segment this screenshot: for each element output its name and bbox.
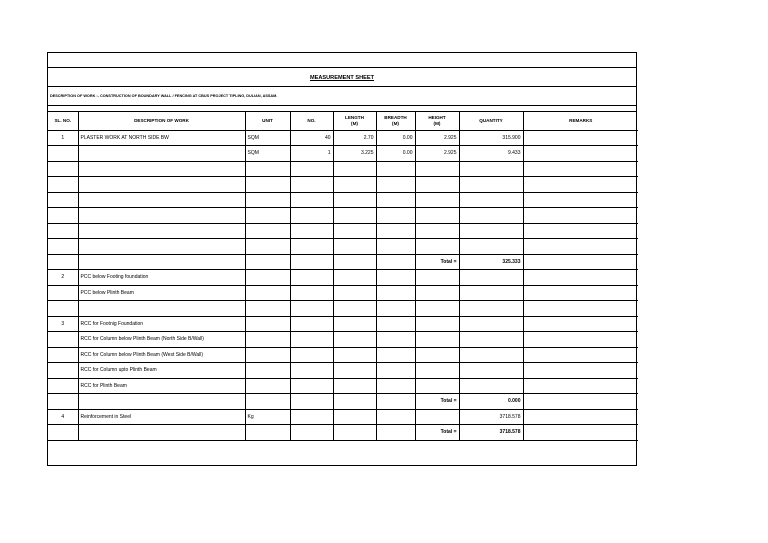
cell-length	[333, 177, 376, 193]
cell-description: PLASTER WORK AT NORTH SIDE BW	[78, 130, 245, 146]
cell-remarks	[523, 130, 638, 146]
cell-length	[333, 208, 376, 224]
cell-description: RCC for Plinth Beam	[78, 378, 245, 394]
cell-height	[415, 208, 459, 224]
cell-unit	[245, 270, 290, 286]
header-height-unit: (M)	[433, 120, 441, 126]
table-row	[48, 239, 638, 255]
cell-quantity: 3718.578	[459, 425, 523, 441]
cell-remarks	[523, 394, 638, 410]
header-sl-no: SL. NO.	[48, 112, 78, 130]
table-row	[48, 378, 638, 394]
cell-no	[290, 223, 333, 239]
cell-breadth	[376, 223, 415, 239]
work-description: DESCRIPTION OF WORK :- CONSTRUCTION OF BOUNDARY WALL / FENCING AT CBUS PROJECT TIPLING, DULIAN, ASSAM.	[50, 94, 278, 98]
table-row	[48, 409, 638, 425]
measurement-table	[48, 112, 638, 441]
table-row	[48, 146, 638, 162]
cell-quantity: 3718.578	[459, 409, 523, 425]
cell-breadth: 0.00	[376, 146, 415, 162]
cell-description: RCC for Column below Plinth Beam (North Side B/Wall)	[78, 332, 245, 348]
cell-unit	[245, 394, 290, 410]
cell-breadth	[376, 301, 415, 317]
cell-breadth	[376, 425, 415, 441]
cell-length	[333, 363, 376, 379]
cell-length	[333, 301, 376, 317]
cell-description: RCC for Footnig Foundation	[78, 316, 245, 332]
cell-length	[333, 347, 376, 363]
cell-quantity	[459, 378, 523, 394]
cell-remarks	[523, 239, 638, 255]
cell-height: 2.925	[415, 146, 459, 162]
cell-quantity: 315.900	[459, 130, 523, 146]
cell-unit	[245, 425, 290, 441]
cell-height	[415, 177, 459, 193]
table-row	[48, 223, 638, 239]
table-row	[48, 301, 638, 317]
cell-unit: SQM	[245, 130, 290, 146]
cell-remarks	[523, 177, 638, 193]
cell-sl-no	[48, 239, 78, 255]
header-height	[415, 112, 459, 130]
table-row	[48, 347, 638, 363]
cell-breadth	[376, 254, 415, 270]
cell-length	[333, 161, 376, 177]
cell-quantity	[459, 316, 523, 332]
cell-height: Total =	[415, 425, 459, 441]
cell-sl-no	[48, 208, 78, 224]
cell-length	[333, 332, 376, 348]
cell-description	[78, 425, 245, 441]
table-row	[48, 332, 638, 348]
cell-no	[290, 239, 333, 255]
cell-unit	[245, 223, 290, 239]
cell-sl-no	[48, 146, 78, 162]
cell-description: PCC below Plinth Beam	[78, 285, 245, 301]
cell-height	[415, 316, 459, 332]
header-length	[333, 112, 376, 130]
cell-sl-no	[48, 285, 78, 301]
table-row	[48, 285, 638, 301]
header-breadth-unit: (M)	[392, 120, 399, 126]
cell-length	[333, 316, 376, 332]
cell-no	[290, 161, 333, 177]
cell-unit	[245, 363, 290, 379]
cell-height	[415, 223, 459, 239]
cell-no	[290, 285, 333, 301]
cell-description: RCC for Column below Plinth Beam (West Side B/Wall)	[78, 347, 245, 363]
cell-remarks	[523, 254, 638, 270]
cell-unit	[245, 254, 290, 270]
cell-unit	[245, 316, 290, 332]
table-row	[48, 208, 638, 224]
cell-height	[415, 239, 459, 255]
cell-description	[78, 254, 245, 270]
cell-length	[333, 254, 376, 270]
cell-no	[290, 301, 333, 317]
header-remarks: REMARKS	[523, 112, 638, 130]
cell-no	[290, 425, 333, 441]
cell-remarks	[523, 192, 638, 208]
cell-description	[78, 301, 245, 317]
cell-description	[78, 394, 245, 410]
cell-unit: Kg	[245, 409, 290, 425]
cell-unit	[245, 208, 290, 224]
cell-remarks	[523, 270, 638, 286]
cell-description: RCC for Column upto Plinth Beam	[78, 363, 245, 379]
cell-height	[415, 378, 459, 394]
cell-remarks	[523, 347, 638, 363]
cell-length	[333, 270, 376, 286]
cell-no: 1	[290, 146, 333, 162]
cell-height: Total =	[415, 254, 459, 270]
sheet-title: MEASUREMENT SHEET	[48, 67, 636, 87]
cell-description	[78, 239, 245, 255]
cell-height	[415, 363, 459, 379]
cell-sl-no: 2	[48, 270, 78, 286]
cell-unit	[245, 239, 290, 255]
table-row	[48, 177, 638, 193]
cell-length: 2.70	[333, 130, 376, 146]
cell-no	[290, 270, 333, 286]
cell-no	[290, 254, 333, 270]
cell-no	[290, 208, 333, 224]
cell-quantity	[459, 347, 523, 363]
cell-breadth: 0.00	[376, 130, 415, 146]
cell-height: Total =	[415, 394, 459, 410]
cell-length	[333, 192, 376, 208]
cell-breadth	[376, 363, 415, 379]
cell-height	[415, 285, 459, 301]
header-quantity: QUANTITY	[459, 112, 523, 130]
header-no: NO.	[290, 112, 333, 130]
cell-no	[290, 394, 333, 410]
cell-length	[333, 223, 376, 239]
cell-breadth	[376, 177, 415, 193]
cell-sl-no	[48, 254, 78, 270]
cell-sl-no: 4	[48, 409, 78, 425]
cell-breadth	[376, 208, 415, 224]
cell-quantity: 0.000	[459, 394, 523, 410]
cell-sl-no	[48, 161, 78, 177]
cell-no	[290, 332, 333, 348]
cell-sl-no	[48, 378, 78, 394]
cell-length	[333, 239, 376, 255]
cell-length: 3.225	[333, 146, 376, 162]
cell-height	[415, 161, 459, 177]
cell-sl-no	[48, 192, 78, 208]
cell-height: 2.925	[415, 130, 459, 146]
cell-sl-no	[48, 332, 78, 348]
cell-sl-no	[48, 347, 78, 363]
total-row	[48, 254, 638, 270]
cell-remarks	[523, 285, 638, 301]
cell-quantity	[459, 177, 523, 193]
cell-breadth	[376, 394, 415, 410]
cell-breadth	[376, 347, 415, 363]
table-row	[48, 192, 638, 208]
table-row	[48, 161, 638, 177]
cell-unit	[245, 347, 290, 363]
cell-height	[415, 347, 459, 363]
cell-remarks	[523, 425, 638, 441]
header-height-label: HEIGHT	[428, 115, 446, 121]
cell-length	[333, 394, 376, 410]
cell-sl-no: 1	[48, 130, 78, 146]
table-row	[48, 130, 638, 146]
cell-no: 40	[290, 130, 333, 146]
cell-sl-no	[48, 177, 78, 193]
cell-no	[290, 177, 333, 193]
cell-no	[290, 316, 333, 332]
cell-unit: SQM	[245, 146, 290, 162]
cell-quantity	[459, 332, 523, 348]
cell-quantity	[459, 285, 523, 301]
cell-length	[333, 425, 376, 441]
cell-remarks	[523, 409, 638, 425]
header-description: DESCRIPTION OF WORK	[78, 112, 245, 130]
cell-breadth	[376, 192, 415, 208]
cell-sl-no	[48, 394, 78, 410]
total-row	[48, 425, 638, 441]
cell-breadth	[376, 332, 415, 348]
header-row	[48, 112, 638, 130]
cell-quantity	[459, 161, 523, 177]
cell-remarks	[523, 223, 638, 239]
cell-remarks	[523, 161, 638, 177]
cell-breadth	[376, 409, 415, 425]
cell-unit	[245, 301, 290, 317]
cell-remarks	[523, 301, 638, 317]
cell-no	[290, 347, 333, 363]
cell-quantity	[459, 301, 523, 317]
cell-quantity: 9.433	[459, 146, 523, 162]
cell-quantity	[459, 270, 523, 286]
cell-breadth	[376, 270, 415, 286]
cell-length	[333, 378, 376, 394]
cell-no	[290, 378, 333, 394]
cell-unit	[245, 161, 290, 177]
cell-height	[415, 192, 459, 208]
cell-description: Reinforcement in Steel	[78, 409, 245, 425]
header-breadth-label: BREADTH	[384, 115, 407, 121]
cell-remarks	[523, 378, 638, 394]
cell-breadth	[376, 378, 415, 394]
cell-no	[290, 192, 333, 208]
cell-height	[415, 332, 459, 348]
cell-quantity	[459, 239, 523, 255]
cell-remarks	[523, 146, 638, 162]
cell-quantity: 325.333	[459, 254, 523, 270]
cell-no	[290, 409, 333, 425]
header-unit: UNIT	[245, 112, 290, 130]
cell-quantity	[459, 192, 523, 208]
cell-breadth	[376, 161, 415, 177]
cell-quantity	[459, 363, 523, 379]
cell-sl-no	[48, 301, 78, 317]
cell-remarks	[523, 363, 638, 379]
header-breadth	[376, 112, 415, 130]
cell-length	[333, 409, 376, 425]
cell-description	[78, 177, 245, 193]
cell-sl-no	[48, 425, 78, 441]
cell-unit	[245, 192, 290, 208]
cell-no	[290, 363, 333, 379]
header-length-label: LENGTH	[345, 115, 364, 121]
cell-height	[415, 270, 459, 286]
cell-height	[415, 409, 459, 425]
table-row	[48, 316, 638, 332]
cell-height	[415, 301, 459, 317]
spacer-row	[48, 105, 636, 112]
total-row	[48, 394, 638, 410]
cell-remarks	[523, 316, 638, 332]
cell-unit	[245, 177, 290, 193]
cell-description	[78, 146, 245, 162]
cell-breadth	[376, 285, 415, 301]
cell-sl-no: 3	[48, 316, 78, 332]
cell-description	[78, 223, 245, 239]
table-row	[48, 270, 638, 286]
cell-remarks	[523, 332, 638, 348]
cell-quantity	[459, 208, 523, 224]
cell-unit	[245, 332, 290, 348]
header-length-unit: (M)	[351, 120, 358, 126]
cell-unit	[245, 378, 290, 394]
cell-length	[333, 285, 376, 301]
cell-sl-no	[48, 223, 78, 239]
cell-description	[78, 208, 245, 224]
cell-sl-no	[48, 363, 78, 379]
cell-description	[78, 161, 245, 177]
cell-description: PCC below Footing foundation	[78, 270, 245, 286]
cell-breadth	[376, 239, 415, 255]
cell-breadth	[376, 316, 415, 332]
cell-description	[78, 192, 245, 208]
measurement-sheet	[47, 52, 637, 466]
table-row	[48, 363, 638, 379]
cell-remarks	[523, 208, 638, 224]
cell-quantity	[459, 223, 523, 239]
cell-unit	[245, 285, 290, 301]
